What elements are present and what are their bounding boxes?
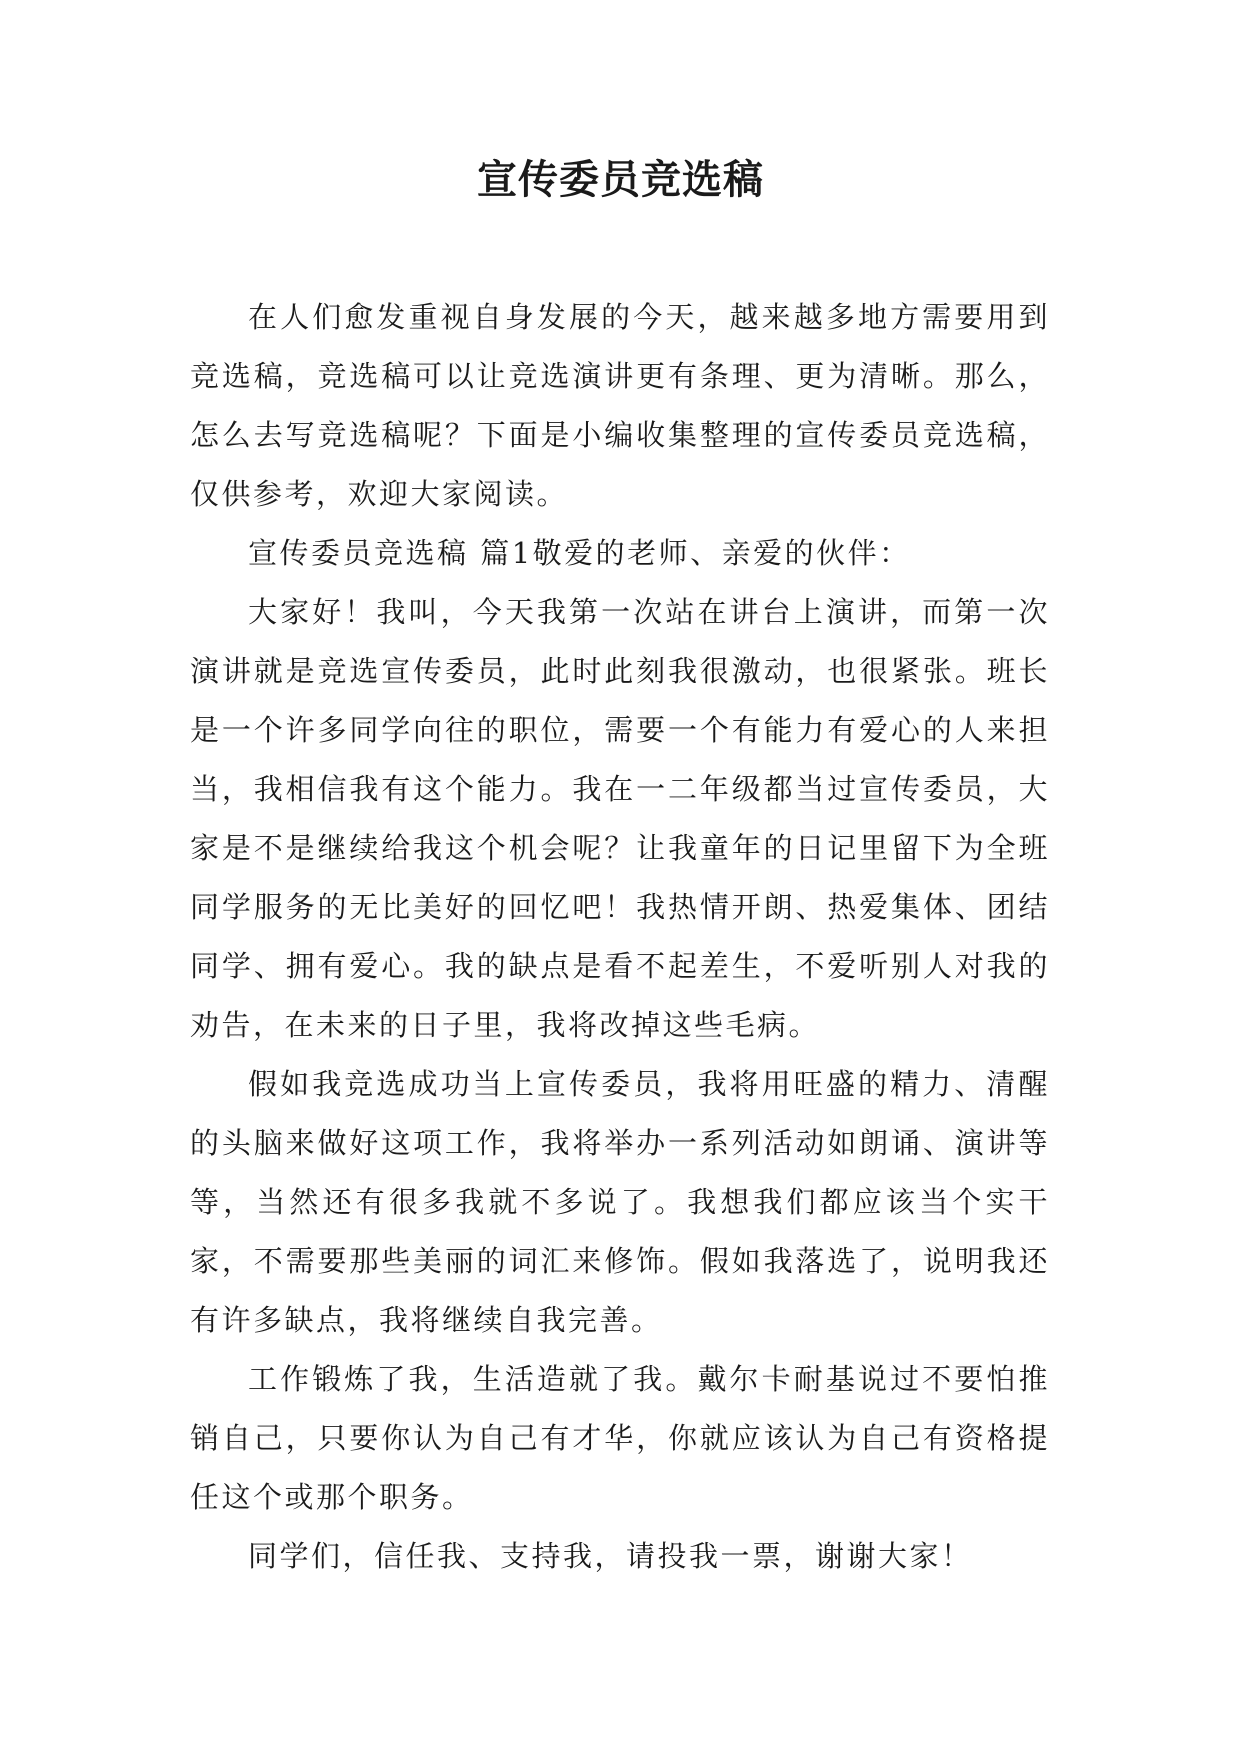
document-body [190, 288, 1050, 1586]
paragraph-greeting: 大家好！我叫，今天我第一次站在讲台上演讲，而第一次演讲就是竞选宣传委员，此时此刻我很激动，也很紧张。班长是一个许多同学向往的职位，需要一个有能力有爱心的人来担当，我相信我有这个能力。我在一二年级都当过宣传委员，大家是不是继续给我这个机会呢？让我童年的日记里留下为全班同学服务的无比美好的回忆吧！我热情开朗、热爱集体、团结同学、拥有爱心。我的缺点是看不起差生，不爱听别人对我的劝告，在未来的日子里，我将改掉这些毛病。 [190, 595, 1050, 1042]
paragraph-reflection: 工作锻炼了我，生活造就了我。戴尔卡耐基说过不要怕推销自己，只要你认为自己有才华，你就应该认为自己有资格提任这个或那个职务。 [190, 1362, 1050, 1514]
paragraph-closing: 同学们，信任我、支持我，请投我一票，谢谢大家！ [248, 1539, 973, 1573]
paragraph-plan: 假如我竞选成功当上宣传委员，我将用旺盛的精力、清醒的头脑来做好这项工作，我将举办一系列活动如朗诵、演讲等等，当然还有很多我就不多说了。我想我们都应该当个实干家，不需要那些美丽的词汇来修饰。假如我落选了，说明我还有许多缺点，我将继续自我完善。 [190, 1067, 1050, 1337]
document-title: 宣传委员竞选稿 [477, 156, 764, 203]
paragraph-intro: 在人们愈发重视自身发展的今天，越来越多地方需要用到竞选稿，竞选稿可以让竞选演讲更有条理、更为清晰。那么，怎么去写竞选稿呢？下面是小编收集整理的宣传委员竞选稿，仅供参考，欢迎大家阅读。 [190, 300, 1050, 511]
paragraph-section-heading: 宣传委员竞选稿 篇1敬爱的老师、亲爱的伙伴： [248, 536, 911, 570]
